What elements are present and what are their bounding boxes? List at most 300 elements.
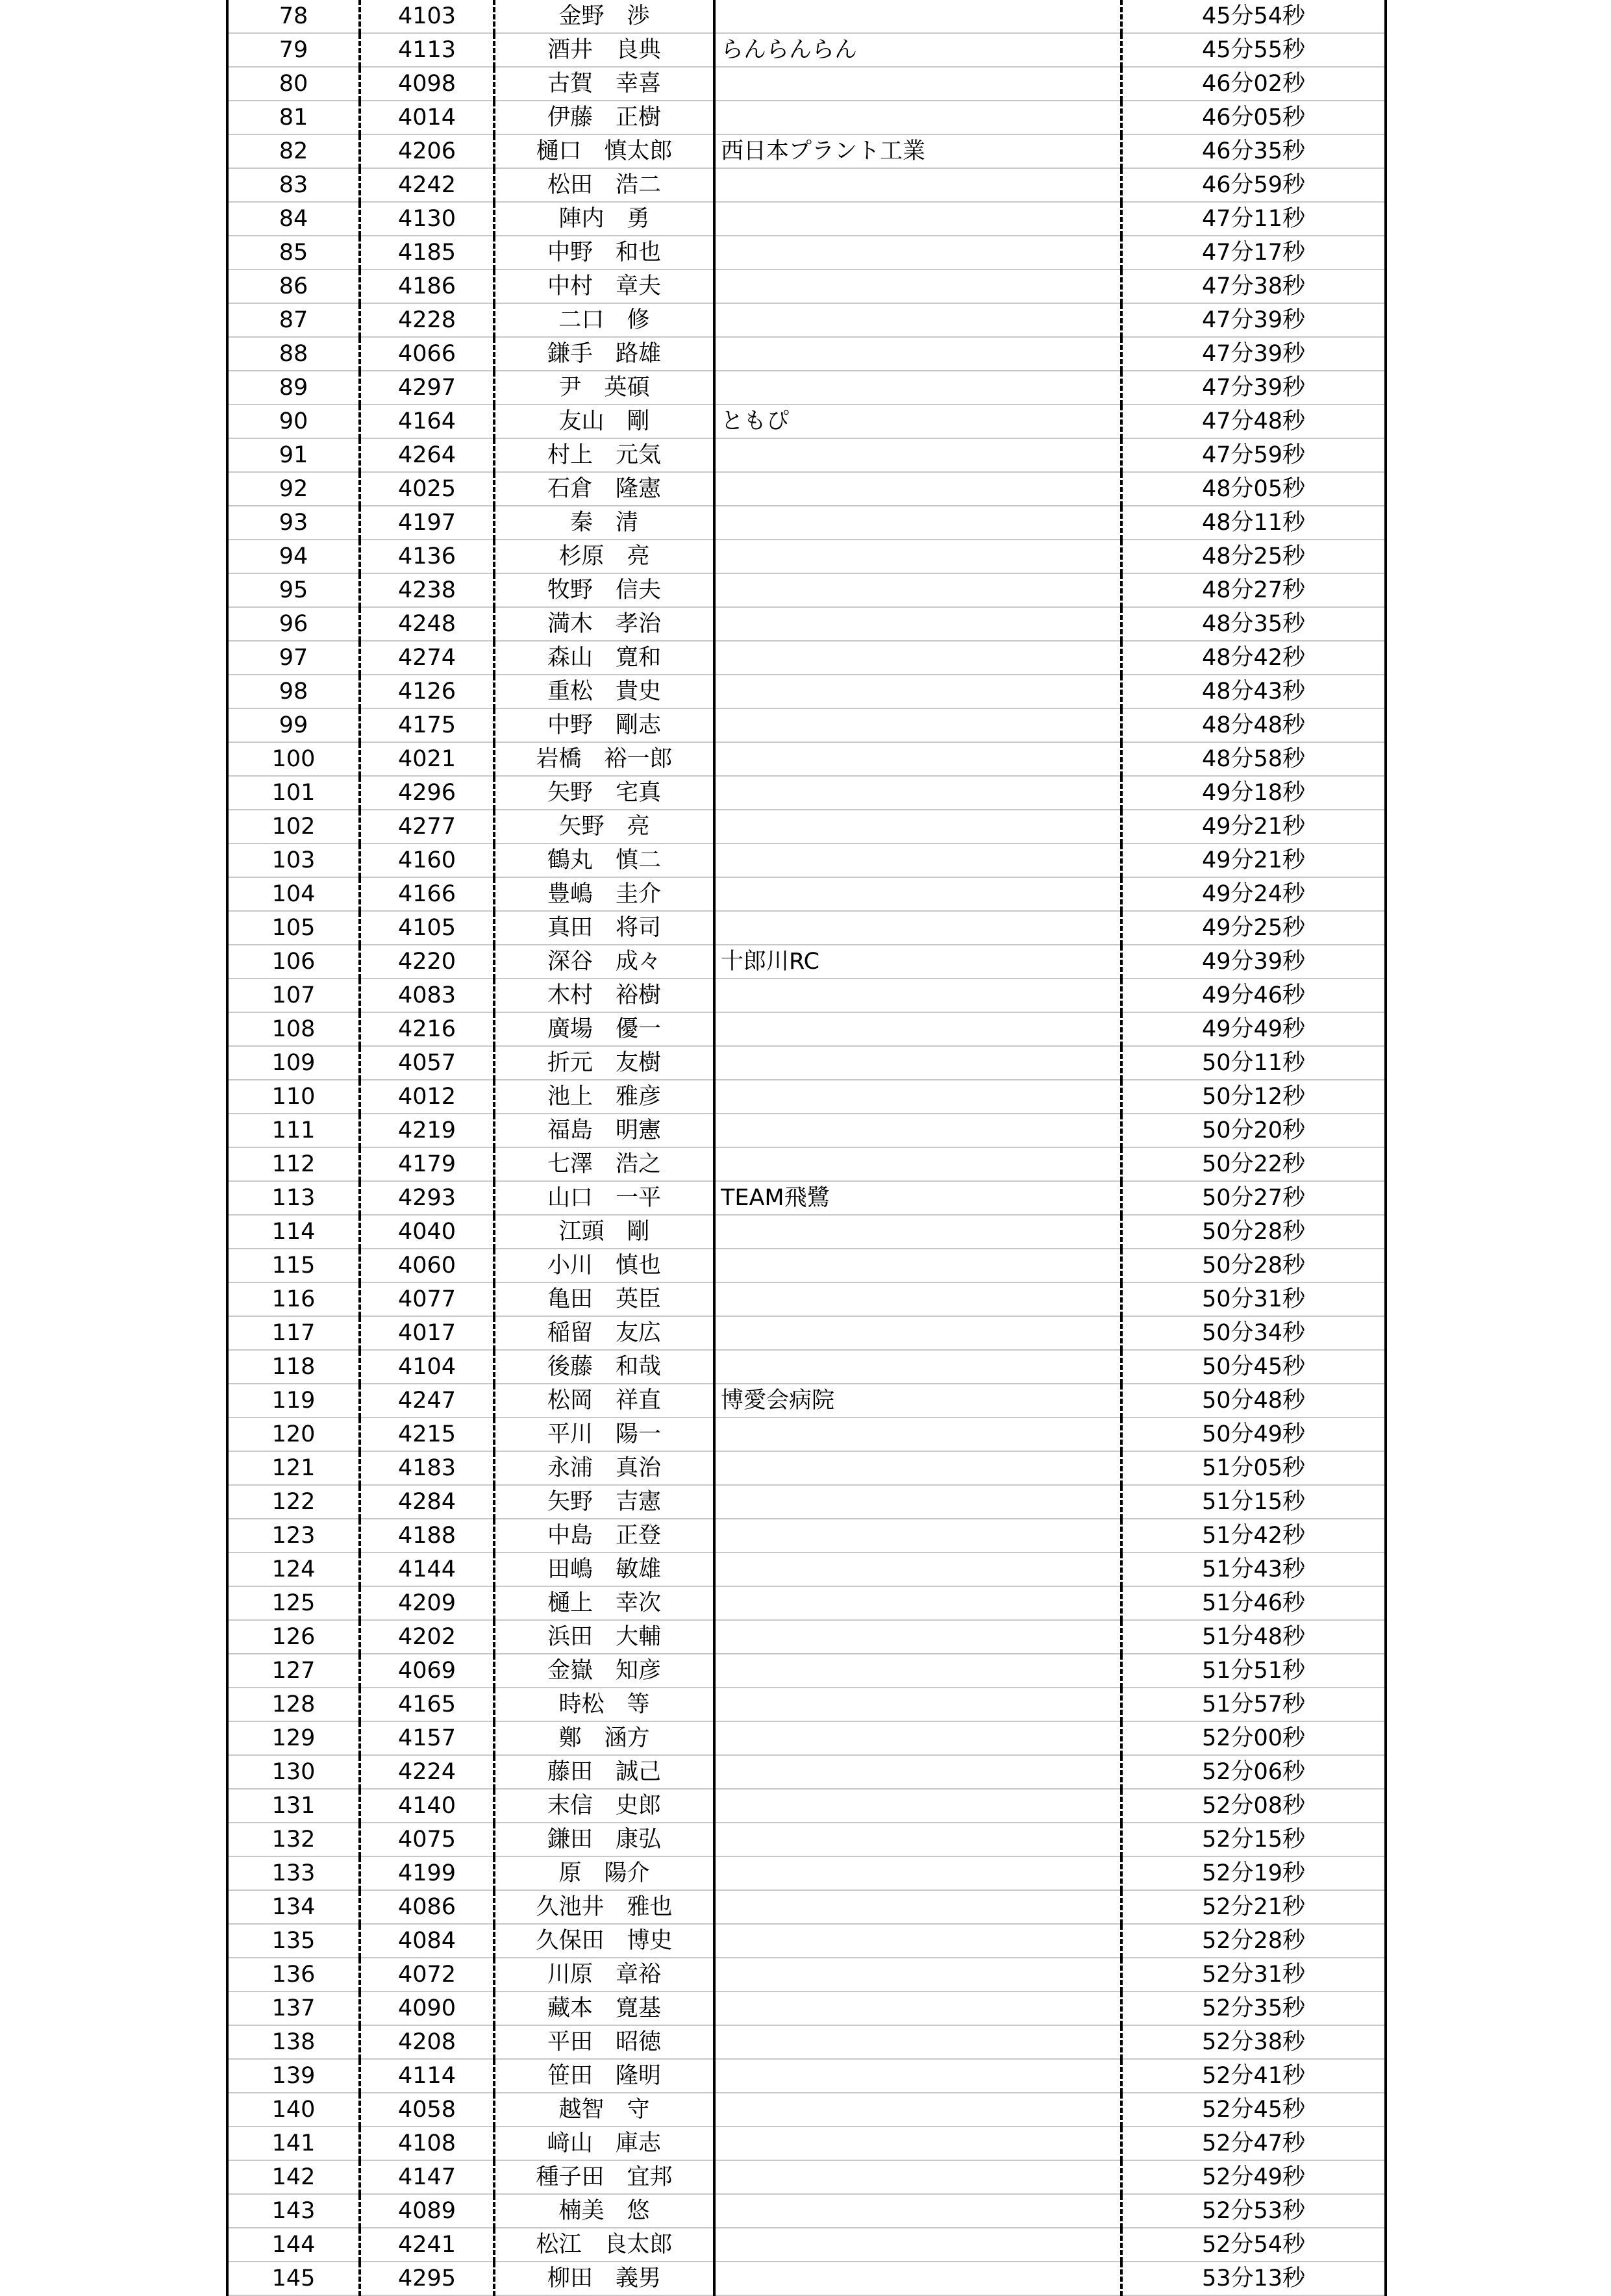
finish-time-cell: 47分39秒 [1121,337,1386,371]
runner-name-cell: 陣内 勇 [494,202,714,236]
finish-time-cell: 51分15秒 [1121,1485,1386,1519]
finish-time-cell: 51分05秒 [1121,1451,1386,1485]
team-name-cell [714,1485,1121,1519]
team-name-cell [714,1451,1121,1485]
bib-number-cell: 4208 [360,2025,494,2059]
rank-cell: 102 [227,810,360,843]
finish-time-cell: 48分25秒 [1121,540,1386,573]
team-name-cell [714,1890,1121,1924]
rank-cell: 98 [227,675,360,708]
runner-name-cell: 福島 明憲 [494,1114,714,1147]
team-name-cell [714,168,1121,202]
finish-time-cell: 50分20秒 [1121,1114,1386,1147]
runner-name-cell: 牧野 信夫 [494,573,714,607]
rank-cell: 104 [227,877,360,911]
team-name-cell [714,1147,1121,1181]
bib-number-cell: 4126 [360,675,494,708]
bib-number-cell: 4199 [360,1856,494,1890]
table-row [227,405,1386,438]
team-name-cell [714,540,1121,573]
finish-time-cell: 48分05秒 [1121,472,1386,506]
runner-name-cell: 小川 慎也 [494,1249,714,1282]
rank-cell: 138 [227,2025,360,2059]
finish-time-cell: 49分39秒 [1121,945,1386,979]
bib-number-cell: 4086 [360,1890,494,1924]
rank-cell: 82 [227,134,360,168]
finish-time-cell: 45分55秒 [1121,33,1386,67]
bib-number-cell: 4160 [360,843,494,877]
table-row [227,573,1386,607]
team-name-cell [714,1856,1121,1890]
bib-number-cell: 4188 [360,1519,494,1553]
team-name-cell [714,2059,1121,2093]
runner-name-cell: 杉原 亮 [494,540,714,573]
table-row [227,2025,1386,2059]
runner-name-cell: 時松 等 [494,1688,714,1721]
bib-number-cell: 4104 [360,1350,494,1384]
team-name-cell [714,1215,1121,1249]
table-row [227,2228,1386,2262]
team-name-cell [714,438,1121,472]
finish-time-cell: 47分38秒 [1121,269,1386,303]
finish-time-cell: 49分18秒 [1121,776,1386,810]
rank-cell: 103 [227,843,360,877]
rank-cell: 79 [227,33,360,67]
bib-number-cell: 4083 [360,979,494,1012]
rank-cell: 122 [227,1485,360,1519]
bib-number-cell: 4197 [360,506,494,540]
bib-number-cell: 4025 [360,472,494,506]
rank-cell: 118 [227,1350,360,1384]
rank-cell: 80 [227,67,360,101]
team-name-cell: 博愛会病院 [714,1384,1121,1417]
bib-number-cell: 4209 [360,1586,494,1620]
bib-number-cell: 4202 [360,1620,494,1654]
team-name-cell [714,2025,1121,2059]
bib-number-cell: 4060 [360,1249,494,1282]
runner-name-cell: 重松 貴史 [494,675,714,708]
team-name-cell [714,1519,1121,1553]
runner-name-cell: 金嶽 知彦 [494,1654,714,1688]
runner-name-cell: 後藤 和哉 [494,1350,714,1384]
finish-time-cell: 46分05秒 [1121,101,1386,134]
finish-time-cell: 48分43秒 [1121,675,1386,708]
rank-cell: 85 [227,236,360,269]
finish-time-cell: 50分28秒 [1121,1249,1386,1282]
runner-name-cell: 真田 将司 [494,911,714,945]
runner-name-cell: 川原 章裕 [494,1958,714,1991]
runner-name-cell: 樋口 慎太郎 [494,134,714,168]
runner-name-cell: 廣場 優一 [494,1012,714,1046]
runner-name-cell: 久保田 博史 [494,1924,714,1958]
bib-number-cell: 4021 [360,742,494,776]
rank-cell: 130 [227,1755,360,1789]
table-row [227,1417,1386,1451]
rank-cell: 101 [227,776,360,810]
table-row [227,540,1386,573]
runner-name-cell: 鎌手 路雄 [494,337,714,371]
rank-cell: 110 [227,1080,360,1114]
runner-name-cell: 松岡 祥直 [494,1384,714,1417]
bib-number-cell: 4164 [360,405,494,438]
bib-number-cell: 4220 [360,945,494,979]
table-row [227,1181,1386,1215]
finish-time-cell: 48分42秒 [1121,641,1386,675]
table-row [227,202,1386,236]
runner-name-cell: 田嶋 敏雄 [494,1553,714,1586]
runner-name-cell: 中野 剛志 [494,708,714,742]
team-name-cell [714,1350,1121,1384]
table-row [227,810,1386,843]
runner-name-cell: 浜田 大輔 [494,1620,714,1654]
finish-time-cell: 52分06秒 [1121,1755,1386,1789]
bib-number-cell: 4224 [360,1755,494,1789]
bib-number-cell: 4144 [360,1553,494,1586]
finish-time-cell: 45分54秒 [1121,0,1386,33]
team-name-cell [714,877,1121,911]
finish-time-cell: 47分59秒 [1121,438,1386,472]
finish-time-cell: 46分59秒 [1121,168,1386,202]
runner-name-cell: 二口 修 [494,303,714,337]
bib-number-cell: 4216 [360,1012,494,1046]
bib-number-cell: 4293 [360,1181,494,1215]
bib-number-cell: 4012 [360,1080,494,1114]
finish-time-cell: 51分51秒 [1121,1654,1386,1688]
table-row [227,911,1386,945]
finish-time-cell: 51分42秒 [1121,1519,1386,1553]
finish-time-cell: 48分27秒 [1121,573,1386,607]
runner-name-cell: 平田 昭徳 [494,2025,714,2059]
finish-time-cell: 51分48秒 [1121,1620,1386,1654]
table-row [227,945,1386,979]
team-name-cell [714,1721,1121,1755]
rank-cell: 86 [227,269,360,303]
bib-number-cell: 4186 [360,269,494,303]
team-name-cell [714,303,1121,337]
team-name-cell: TEAM飛鷺 [714,1181,1121,1215]
table-row [227,1620,1386,1654]
team-name-cell [714,1688,1121,1721]
bib-number-cell: 4077 [360,1282,494,1316]
rank-cell: 90 [227,405,360,438]
team-name-cell [714,337,1121,371]
bib-number-cell: 4017 [360,1316,494,1350]
rank-cell: 109 [227,1046,360,1080]
rank-cell: 107 [227,979,360,1012]
rank-cell: 126 [227,1620,360,1654]
finish-time-cell: 52分53秒 [1121,2194,1386,2228]
rank-cell: 124 [227,1553,360,1586]
runner-name-cell: 矢野 吉憲 [494,1485,714,1519]
finish-time-cell: 49分46秒 [1121,979,1386,1012]
bib-number-cell: 4297 [360,371,494,405]
rank-cell: 83 [227,168,360,202]
bib-number-cell: 4057 [360,1046,494,1080]
finish-time-cell: 50分45秒 [1121,1350,1386,1384]
table-row [227,607,1386,641]
table-row [227,2093,1386,2127]
table-row [227,675,1386,708]
runner-name-cell: 秦 清 [494,506,714,540]
runner-name-cell: 原 陽介 [494,1856,714,1890]
finish-time-cell: 52分08秒 [1121,1789,1386,1823]
runner-name-cell: 中野 和也 [494,236,714,269]
table-row [227,2059,1386,2093]
runner-name-cell: 末信 史郎 [494,1789,714,1823]
rank-cell: 117 [227,1316,360,1350]
bib-number-cell: 4183 [360,1451,494,1485]
team-name-cell [714,236,1121,269]
runner-name-cell: 笹田 隆明 [494,2059,714,2093]
runner-name-cell: 中村 章夫 [494,269,714,303]
runner-name-cell: 深谷 成々 [494,945,714,979]
table-row [227,371,1386,405]
finish-time-cell: 48分58秒 [1121,742,1386,776]
finish-time-cell: 52分19秒 [1121,1856,1386,1890]
runner-name-cell: 種子田 宜邦 [494,2160,714,2194]
team-name-cell [714,742,1121,776]
team-name-cell [714,708,1121,742]
team-name-cell [714,2093,1121,2127]
table-row [227,1958,1386,1991]
team-name-cell [714,1586,1121,1620]
bib-number-cell: 4277 [360,810,494,843]
rank-cell: 114 [227,1215,360,1249]
rank-cell: 97 [227,641,360,675]
team-name-cell [714,1553,1121,1586]
finish-time-cell: 52分49秒 [1121,2160,1386,2194]
rank-cell: 95 [227,573,360,607]
team-name-cell [714,1114,1121,1147]
table-row [227,2127,1386,2160]
runner-name-cell: 伊藤 正樹 [494,101,714,134]
runner-name-cell: 松江 良太郎 [494,2228,714,2262]
team-name-cell [714,607,1121,641]
rank-cell: 136 [227,1958,360,1991]
runner-name-cell: 平川 陽一 [494,1417,714,1451]
runner-name-cell: 森山 寛和 [494,641,714,675]
table-row [227,1789,1386,1823]
team-name-cell [714,1654,1121,1688]
table-row [227,1890,1386,1924]
finish-time-cell: 49分49秒 [1121,1012,1386,1046]
bib-number-cell: 4090 [360,1991,494,2025]
runner-name-cell: 豊嶋 圭介 [494,877,714,911]
team-name-cell [714,101,1121,134]
finish-time-cell: 49分21秒 [1121,810,1386,843]
runner-name-cell: 稲留 友広 [494,1316,714,1350]
finish-time-cell: 49分25秒 [1121,911,1386,945]
team-name-cell [714,1991,1121,2025]
team-name-cell [714,1046,1121,1080]
table-row [227,1080,1386,1114]
rank-cell: 145 [227,2262,360,2295]
table-row [227,1721,1386,1755]
team-name-cell: らんらんらん [714,33,1121,67]
finish-time-cell: 52分45秒 [1121,2093,1386,2127]
team-name-cell [714,979,1121,1012]
finish-time-cell: 49分24秒 [1121,877,1386,911]
rank-cell: 87 [227,303,360,337]
team-name-cell [714,2194,1121,2228]
runner-name-cell: 永浦 真治 [494,1451,714,1485]
table-row [227,2194,1386,2228]
finish-time-cell: 47分17秒 [1121,236,1386,269]
finish-time-cell: 52分00秒 [1121,1721,1386,1755]
finish-time-cell: 50分22秒 [1121,1147,1386,1181]
table-row [227,67,1386,101]
bib-number-cell: 4098 [360,67,494,101]
rank-cell: 137 [227,1991,360,2025]
table-row [227,1249,1386,1282]
team-name-cell [714,67,1121,101]
team-name-cell [714,1012,1121,1046]
rank-cell: 120 [227,1417,360,1451]
table-row [227,303,1386,337]
bib-number-cell: 4247 [360,1384,494,1417]
team-name-cell [714,1080,1121,1114]
table-row [227,1282,1386,1316]
rank-cell: 125 [227,1586,360,1620]
rank-cell: 100 [227,742,360,776]
bib-number-cell: 4238 [360,573,494,607]
rank-cell: 139 [227,2059,360,2093]
rank-cell: 105 [227,911,360,945]
finish-time-cell: 50分12秒 [1121,1080,1386,1114]
rank-cell: 111 [227,1114,360,1147]
finish-time-cell: 47分39秒 [1121,371,1386,405]
finish-time-cell: 47分39秒 [1121,303,1386,337]
table-row [227,0,1386,33]
table-row [227,168,1386,202]
team-name-cell: ともぴ [714,405,1121,438]
bib-number-cell: 4248 [360,607,494,641]
finish-time-cell: 51分46秒 [1121,1586,1386,1620]
table-row [227,134,1386,168]
bib-number-cell: 4296 [360,776,494,810]
runner-name-cell: 満木 孝治 [494,607,714,641]
bib-number-cell: 4140 [360,1789,494,1823]
team-name-cell [714,2228,1121,2262]
table-row [227,1451,1386,1485]
rank-cell: 141 [227,2127,360,2160]
team-name-cell [714,0,1121,33]
table-row [227,438,1386,472]
team-name-cell: 十郎川RC [714,945,1121,979]
runner-name-cell: 越智 守 [494,2093,714,2127]
runner-name-cell: 楠美 悠 [494,2194,714,2228]
team-name-cell [714,1417,1121,1451]
results-table [226,0,1387,2296]
bib-number-cell: 4108 [360,2127,494,2160]
finish-time-cell: 52分28秒 [1121,1924,1386,1958]
table-row [227,1350,1386,1384]
bib-number-cell: 4130 [360,202,494,236]
rank-cell: 133 [227,1856,360,1890]
finish-time-cell: 50分27秒 [1121,1181,1386,1215]
finish-time-cell: 50分49秒 [1121,1417,1386,1451]
finish-time-cell: 47分48秒 [1121,405,1386,438]
rank-cell: 116 [227,1282,360,1316]
bib-number-cell: 4241 [360,2228,494,2262]
runner-name-cell: 江頭 剛 [494,1215,714,1249]
team-name-cell [714,1924,1121,1958]
team-name-cell [714,1249,1121,1282]
rank-cell: 113 [227,1181,360,1215]
team-name-cell [714,2262,1121,2295]
rank-cell: 78 [227,0,360,33]
rank-cell: 132 [227,1823,360,1856]
finish-time-cell: 50分28秒 [1121,1215,1386,1249]
table-row [227,1114,1386,1147]
runner-name-cell: 松田 浩二 [494,168,714,202]
results-body [227,0,1386,2295]
rank-cell: 123 [227,1519,360,1553]
finish-time-cell: 52分31秒 [1121,1958,1386,1991]
finish-time-cell: 47分11秒 [1121,202,1386,236]
bib-number-cell: 4264 [360,438,494,472]
rank-cell: 128 [227,1688,360,1721]
table-row [227,641,1386,675]
team-name-cell [714,1282,1121,1316]
runner-name-cell: 久池井 雅也 [494,1890,714,1924]
table-row [227,236,1386,269]
table-row [227,1046,1386,1080]
runner-name-cell: 藤田 誠己 [494,1755,714,1789]
finish-time-cell: 52分21秒 [1121,1890,1386,1924]
bib-number-cell: 4284 [360,1485,494,1519]
bib-number-cell: 4114 [360,2059,494,2093]
table-row [227,337,1386,371]
runner-name-cell: 池上 雅彦 [494,1080,714,1114]
team-name-cell [714,472,1121,506]
team-name-cell [714,1620,1121,1654]
runner-name-cell: 山口 一平 [494,1181,714,1215]
finish-time-cell: 52分15秒 [1121,1823,1386,1856]
runner-name-cell: 鄭 涵方 [494,1721,714,1755]
table-row [227,1755,1386,1789]
bib-number-cell: 4185 [360,236,494,269]
runner-name-cell: 尹 英碩 [494,371,714,405]
finish-time-cell: 52分41秒 [1121,2059,1386,2093]
finish-time-cell: 51分57秒 [1121,1688,1386,1721]
team-name-cell [714,843,1121,877]
bib-number-cell: 4274 [360,641,494,675]
table-row [227,1991,1386,2025]
runner-name-cell: 中島 正登 [494,1519,714,1553]
bib-number-cell: 4215 [360,1417,494,1451]
team-name-cell [714,1823,1121,1856]
runner-name-cell: 石倉 隆憲 [494,472,714,506]
table-row [227,1316,1386,1350]
bib-number-cell: 4136 [360,540,494,573]
finish-time-cell: 50分48秒 [1121,1384,1386,1417]
team-name-cell [714,1316,1121,1350]
bib-number-cell: 4179 [360,1147,494,1181]
table-row [227,1012,1386,1046]
rank-cell: 91 [227,438,360,472]
team-name-cell [714,1958,1121,1991]
table-row [227,506,1386,540]
runner-name-cell: 村上 元気 [494,438,714,472]
runner-name-cell: 酒井 良典 [494,33,714,67]
rank-cell: 131 [227,1789,360,1823]
runner-name-cell: 樋上 幸次 [494,1586,714,1620]
rank-cell: 134 [227,1890,360,1924]
bib-number-cell: 4113 [360,33,494,67]
team-name-cell [714,641,1121,675]
table-row [227,472,1386,506]
